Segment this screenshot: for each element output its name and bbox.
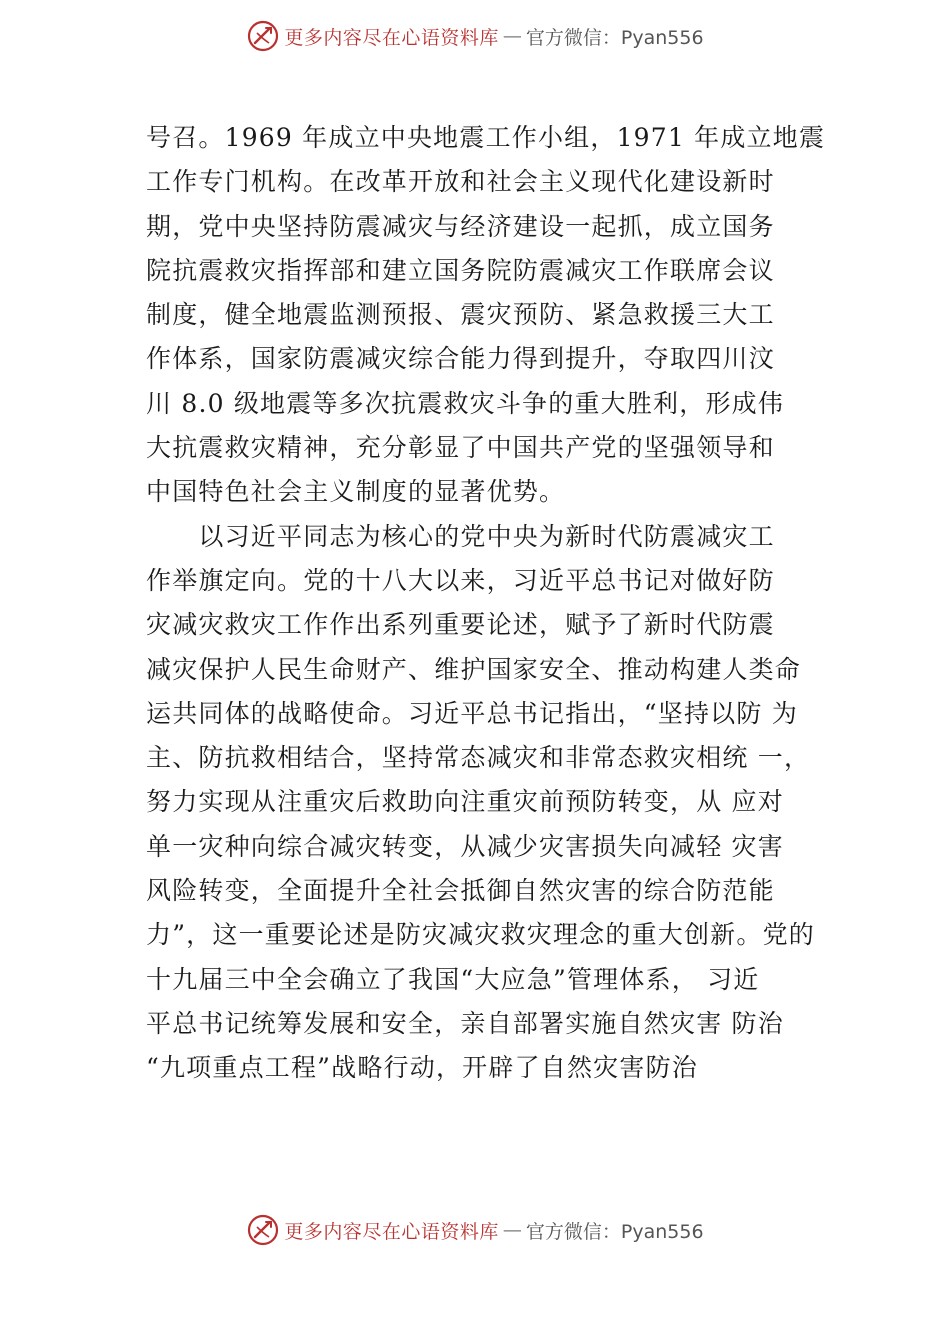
body-line: 期，党中央坚持防震减灾与经济建设一起抓，成立国务: [146, 211, 775, 241]
body-line: 号召。1969 年成立中央地震工作小组，1971 年成立地震: [146, 123, 826, 152]
body-line: 制度，健全地震监测预报、震灾预防、紧急救援三大工: [146, 300, 775, 330]
body-line: 十九届三中全会确立了我国“大应急”管理体系， 习近: [146, 964, 760, 994]
body-line: 力”，这一重要论述是防灾减灾救灾理念的重大创新。党的: [146, 920, 815, 950]
body-line: 川 8.0 级地震等多次抗震救灾斗争的重大胜利，形成伟: [146, 388, 785, 418]
body-line: 单一灾种向综合减灾转变，从减少灾害损失向减轻 灾害: [146, 831, 784, 861]
header-separator: —: [502, 25, 522, 47]
body-line: 减灾保护人民生命财产、维护国家安全、推动构建人类命: [146, 654, 802, 684]
body-line: 运共同体的战略使命。习近平总书记指出，“坚持以防 为: [146, 698, 798, 728]
body-line: 平总书记统筹发展和安全，亲自部署实施自然灾害 防治: [146, 1008, 784, 1038]
logo-icon: [246, 1213, 280, 1247]
body-line: 大抗震救灾精神，充分彰显了中国共产党的坚强领导和: [146, 433, 775, 463]
footer-watermark: [0, 1208, 950, 1252]
body-line: 努力实现从注重灾后救助向注重灾前预防转变，从 应对: [146, 787, 784, 817]
body-line: 灾减灾救灾工作作出系列重要论述，赋予了新时代防震: [146, 610, 775, 640]
footer-brand-text: 更多内容尽在心语资料库: [284, 1220, 499, 1243]
logo-icon: [246, 19, 280, 53]
header-brand-text: 更多内容尽在心语资料库: [284, 26, 499, 49]
body-line: 院抗震救灾指挥部和建立国务院防震减灾工作联席会议: [146, 255, 775, 285]
body-line: 工作专门机构。在改革开放和社会主义现代化建设新时: [146, 167, 775, 197]
header-watermark: [0, 14, 950, 58]
body-line: “九项重点工程”战略行动，开辟了自然灾害防治: [146, 1053, 698, 1083]
header-wechat-text: 官方微信：Pyan556: [525, 26, 704, 49]
body-line: 作举旗定向。党的十八大以来，习近平总书记对做好防: [146, 565, 775, 595]
body-line: 作体系，国家防震减灾综合能力得到提升，夺取四川汶: [146, 344, 775, 374]
body-line: 以习近平同志为核心的党中央为新时代防震减灾工: [146, 521, 775, 551]
footer-wechat-text: 官方微信：Pyan556: [525, 1220, 704, 1243]
body-line: 风险转变，全面提升全社会抵御自然灾害的综合防范能: [146, 876, 775, 906]
footer-separator: —: [502, 1219, 522, 1241]
body-line: 主、防抗救相结合，坚持常态减灾和非常态救灾相统 一，: [146, 743, 811, 773]
document-body: [146, 116, 836, 1091]
body-line: 中国特色社会主义制度的显著优势。: [146, 477, 566, 507]
